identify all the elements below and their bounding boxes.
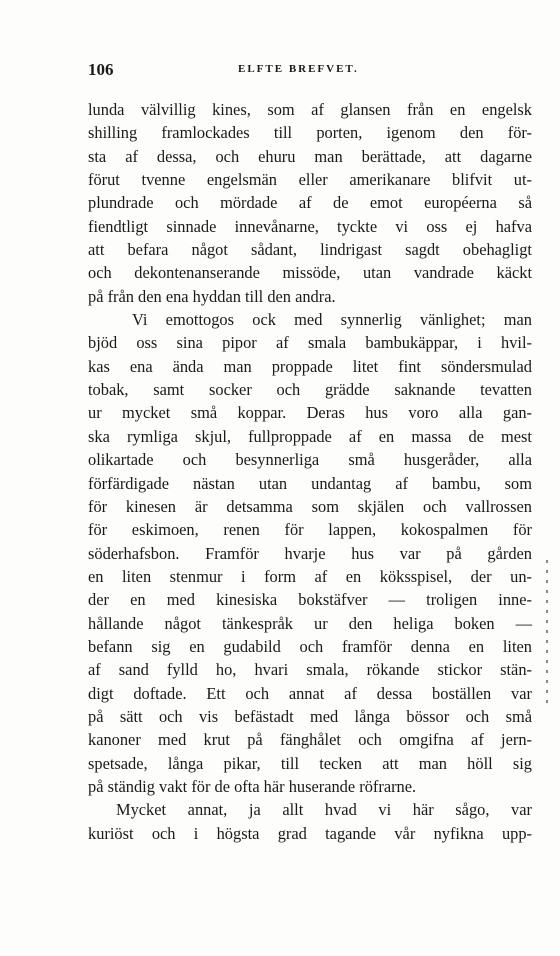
text-line: tobak, samt socker och grädde saknande tevatten [88, 380, 532, 400]
text-line: shilling framlockades till porten, igenom den för- [88, 123, 532, 143]
text-line: en liten stenmur i form af en köksspisel, der un- [88, 566, 532, 586]
text-line: sta af dessa, och ehuru man berättade, att dagarne [88, 146, 532, 166]
text-line: befann sig en gudabild och framför denna en liten [88, 636, 532, 656]
text-line: kuriöst och i högsta grad tagande vår nyfikna upp- [88, 823, 532, 843]
text-line: förut tvenne engelsmän eller amerikanare blifvit ut- [88, 170, 532, 190]
page-number: 106 [88, 60, 114, 79]
margin-scan-mark [546, 560, 548, 710]
text-line: der en med kinesiska bokstäfver — troligen inne- [88, 590, 532, 610]
body-text [88, 98, 532, 845]
text-line: söderhafsbon. Framför hvarje hus var på gården [88, 543, 532, 563]
text-line: Mycket annat, ja allt hvad vi här sågo, var [116, 800, 532, 820]
text-line: på ständig vakt för de ofta här huserande röfrarne. [88, 776, 417, 796]
text-line: hållande något tänkespråk ur den heliga boken — [88, 613, 532, 633]
text-line: kas ena ända man proppade litet fint söndersmulad [88, 356, 532, 376]
text-line: af sand fylld ho, hvari smala, rökande stickor stän- [88, 660, 532, 680]
text-line: att befara något sådant, lindrigast sagdt obehagligt [88, 240, 532, 260]
text-line: bjöd oss sina pipor af smala bambukäppar, i hvil- [88, 333, 532, 353]
page-header [88, 60, 532, 84]
text-line: på från den ena hyddan till den andra. [88, 286, 336, 306]
text-line: fiendtligt sinnade innevånarne, tyckte vi oss ej hafva [88, 216, 532, 236]
text-line: digt doftade. Ett och annat af dessa boställen var [88, 683, 532, 703]
text-line: för kinesen är detsamma som skjälen och vallrossen [88, 496, 532, 516]
text-line: kanoner med krut på fänghålet och omgifna af jern- [88, 730, 532, 750]
running-head: ELFTE BREFVET. [238, 63, 359, 75]
text-line: på sätt och vis befästadt med långa bössor och små [88, 706, 532, 726]
text-line: för eskimoen, renen för lappen, kokospalmen för [88, 520, 532, 540]
text-line: plundrade och mördade af de emot européerna så [88, 193, 532, 213]
text-line: ur mycket små koppar. Deras hus voro alla gan- [88, 403, 532, 423]
text-line: förfärdigade nästan utan undantag af bambu, som [88, 473, 532, 493]
text-line: och dekontenanserande missöde, utan vandrade käckt [88, 263, 532, 283]
text-line: Vi emottogos ock med synnerlig vänlighet; man [132, 310, 532, 330]
text-line: olikartade och besynnerliga små husgeråder, alla [88, 450, 532, 470]
text-line: ska rymliga skjul, fullproppade af en massa de mest [88, 426, 532, 446]
text-line: spetsade, långa pikar, till tecken att man höll sig [88, 753, 532, 773]
text-line: lunda välvillig kines, som af glansen från en engelsk [88, 100, 532, 119]
